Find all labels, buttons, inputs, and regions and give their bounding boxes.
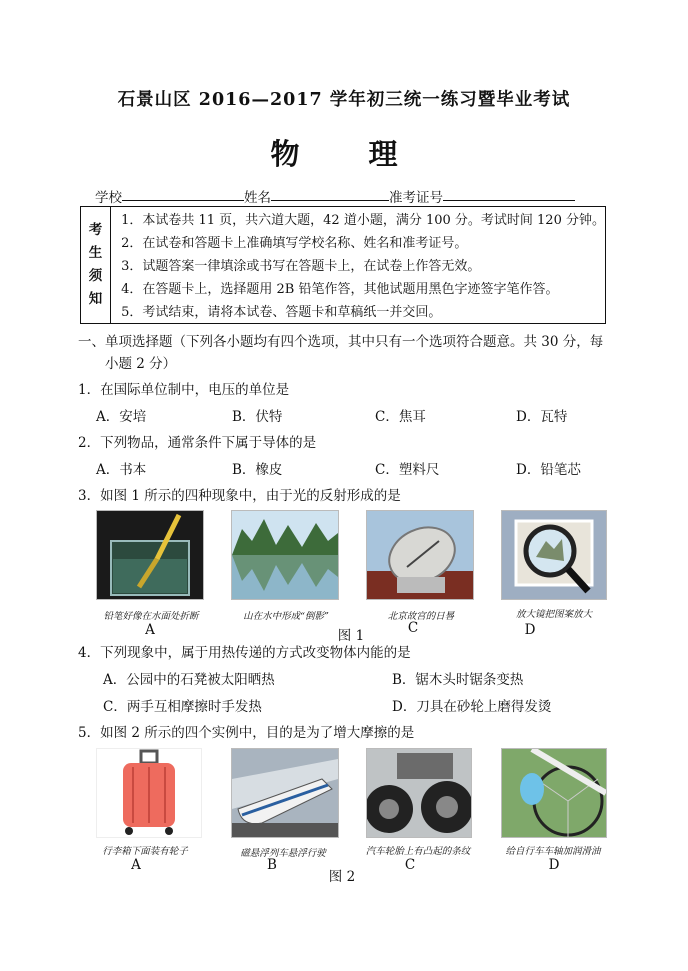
- fig1-caption-d: 放大镜把图案放大: [515, 609, 592, 620]
- fig2-caption-a: 行李箱下面装有轮子: [102, 846, 188, 857]
- q1-option-d[interactable]: D．瓦特: [516, 409, 568, 425]
- q4-option-c[interactable]: C．两手互相摩擦时手发热: [103, 699, 262, 715]
- exam-title: 石景山区 2016—2017 学年初三统一练习暨毕业考试: [117, 90, 571, 110]
- fig1-caption-c: 北京故宫的日晷: [387, 611, 455, 622]
- question-4-stem: 4．下列现象中，属于用热传递的方式改变物体内能的是: [78, 645, 411, 661]
- notice-label: 考 生 须 知: [81, 207, 111, 323]
- suitcase-image: [96, 748, 202, 838]
- magnifier-image: [501, 510, 607, 600]
- fig1-letter-d: D: [524, 622, 536, 638]
- notice-item: 4．在答题卡上，选择题用 2B 铅笔作答，其他试题用黑色字迹签字笔作答。: [121, 282, 559, 297]
- pencil-in-water-image: [96, 510, 204, 600]
- q4-option-b[interactable]: B．锯木头时锯条变热: [392, 672, 524, 688]
- mountain-reflection-image: [231, 510, 339, 600]
- notice-item: 1．本试卷共 11 页，共六道大题，42 道小题，满分 100 分。考试时间 120 分钟。: [121, 213, 605, 228]
- subject-title: 物 理: [270, 137, 418, 171]
- figure-1-label: 图 1: [337, 628, 365, 644]
- fig1-letter-a: A: [145, 622, 155, 638]
- fig2-letter-a: A: [131, 857, 141, 873]
- maglev-train-image: [231, 748, 339, 838]
- section-heading: 一、单项选择题（下列各小题均有四个选项，其中只有一个选项符合题意。共 30 分，每: [78, 334, 604, 350]
- fig1-caption-b: 山在水中形成“倒影”: [243, 611, 329, 622]
- notice-item: 5．考试结束，请将本试卷、答题卡和草稿纸一并交回。: [121, 305, 442, 320]
- exam-id-field[interactable]: [443, 186, 575, 201]
- q4-option-a[interactable]: A．公园中的石凳被太阳晒热: [103, 672, 275, 688]
- question-3-stem: 3．如图 1 所示的四种现象中，由于光的反射形成的是: [78, 488, 401, 504]
- notice-item: 3．试题答案一律填涂或书写在答题卡上，在试卷上作答无效。: [121, 259, 481, 274]
- q4-option-d[interactable]: D．刀具在砂轮上磨得发烫: [392, 699, 552, 715]
- sundial-image: [366, 510, 474, 600]
- school-field[interactable]: [122, 186, 244, 201]
- question-2-stem: 2．下列物品，通常条件下属于导体的是: [78, 435, 317, 451]
- q2-option-c[interactable]: C．塑料尺: [375, 462, 440, 478]
- q1-option-c[interactable]: C．焦耳: [375, 409, 426, 425]
- name-label: 姓名: [244, 190, 271, 206]
- fig1-letter-c: C: [407, 620, 419, 636]
- q2-option-b[interactable]: B．橡皮: [232, 462, 283, 478]
- school-label: 学校: [95, 190, 122, 206]
- question-5-stem: 5．如图 2 所示的四个实例中，目的是为了增大摩擦的是: [78, 725, 415, 741]
- fig2-caption-c: 汽车轮胎上有凸起的条纹: [365, 846, 471, 857]
- tractor-tire-image: [366, 748, 472, 838]
- q1-option-a[interactable]: A．安培: [96, 409, 147, 425]
- fig2-letter-d: D: [548, 857, 560, 873]
- fig2-caption-b: 磁悬浮列车悬浮行驶: [240, 848, 326, 859]
- fig1-caption-a: 铅笔好像在水面处折断: [103, 611, 199, 622]
- exam-id-label: 准考证号: [389, 190, 443, 206]
- fig2-letter-c: C: [404, 857, 416, 873]
- q2-option-a[interactable]: A．书本: [96, 462, 147, 478]
- examinee-notice-box: [80, 206, 606, 324]
- fig2-letter-b: B: [267, 857, 277, 873]
- notice-items: [111, 207, 605, 323]
- section-heading-cont: 小题 2 分）: [105, 356, 177, 372]
- candidate-info-row: [95, 186, 605, 206]
- q1-option-b[interactable]: B．伏特: [232, 409, 283, 425]
- question-1-stem: 1．在国际单位制中，电压的单位是: [78, 382, 290, 398]
- bicycle-oil-image: [501, 748, 607, 838]
- figure-2-label: 图 2: [328, 869, 356, 885]
- q2-option-d[interactable]: D．铅笔芯: [516, 462, 581, 478]
- notice-item: 2．在试卷和答题卡上准确填写学校名称、姓名和准考证号。: [121, 236, 468, 251]
- name-field[interactable]: [271, 186, 389, 201]
- fig2-caption-d: 给自行车车轴加润滑油: [505, 846, 601, 857]
